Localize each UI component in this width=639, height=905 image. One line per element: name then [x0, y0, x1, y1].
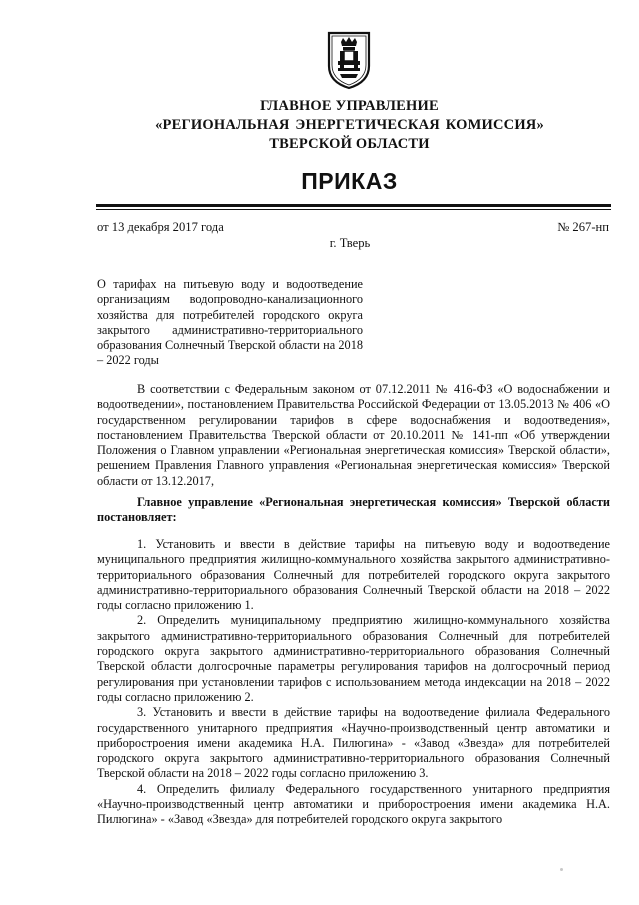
header-rule-thick [96, 204, 611, 207]
order-item-2: 2. Определить муниципальному предприятию жилищно-коммунального хозяйства закрытого административно-территориального образования Солнечный для потребителей городского округа закрытого административно-территориального образования Солнечный Тверской области долгосрочные параметры регулирования тарифов на долгосрочный период регулирования при установлении тарифов с использованием метода индексации на 2018 – 2022 годы согласно приложению 2. [97, 613, 610, 704]
org-title-line-3: ТВЕРСКОЙ ОБЛАСТИ [269, 136, 430, 152]
order-item-3: 3. Установить и ввести в действие тарифы на водоотведение филиала Федерального государственного унитарного предприятия «Научно-производственный центр автоматики и приборостроения имени академика Н.А. Пилюгина» - «Завод «Звезда» для потребителей городского округа закрытого административно-территориального образования Солнечный Тверской области на 2018 – 2022 годы согласно приложению 3. [97, 705, 610, 781]
order-date: от 13 декабря 2017 года [97, 220, 224, 234]
document-type-heading: ПРИКАЗ [301, 168, 398, 194]
order-subject: О тарифах на питьевую воду и водоотведение организациям водопроводно-канализационного хозяйства для потребителей городского округа закрытого административно-территориального образования Солнечный Тверской области на 2018 – 2022 годы [97, 277, 363, 368]
resolution-paragraph: Главное управление «Региональная энергетическая комиссия» Тверской области постановляет: [97, 495, 610, 525]
order-city: г. Тверь [329, 236, 371, 250]
org-title-line-2: «РЕГИОНАЛЬНАЯ ЭНЕРГЕТИЧЕСКАЯ КОМИССИЯ» [155, 117, 544, 133]
order-item-4: 4. Определить филиалу Федерального государственного унитарного предприятия «Научно-производственный центр автоматики и приборостроения имени академика Н.А. Пилюгина» - «Завод «Звезда» для потребителей городского округа закрытого [97, 781, 610, 827]
order-item-1: 1. Установить и ввести в действие тарифы на питьевую воду и водоотведение муниципального предприятия жилищно-коммунального хозяйства закрытого административно-территориального образования Солнечный для потребителей городского округа закрытого административно-территориального образования Солнечный Тверской области на 2018 – 2022 годы согласно приложению 1. [97, 537, 610, 613]
tver-region-coat-of-arms-icon [326, 30, 372, 90]
header-rule-thin [96, 209, 611, 210]
org-title-line-1: ГЛАВНОЕ УПРАВЛЕНИЕ [260, 98, 439, 114]
order-items [97, 537, 610, 828]
preamble-paragraph: В соответствии с Федеральным законом от 07.12.2011 № 416-ФЗ «О водоснабжении и водоотведении», постановлением Правительства Российской Федерации от 13.05.2013 № 406 «О государственном регулировании тарифов в сфере водоснабжения и водоотведения», постановлением Правительства Тверской области от 20.10.2011 № 141-пп «Об утверждении Положения о Главном управлении «Региональная энергетическая комиссия» Тверской области», решением Правления Главного управления «Региональная энергетическая комиссия» Тверской области от 13.12.2017, [97, 382, 610, 488]
order-number: № 267-нп [557, 220, 609, 234]
scan-speck [560, 868, 563, 871]
